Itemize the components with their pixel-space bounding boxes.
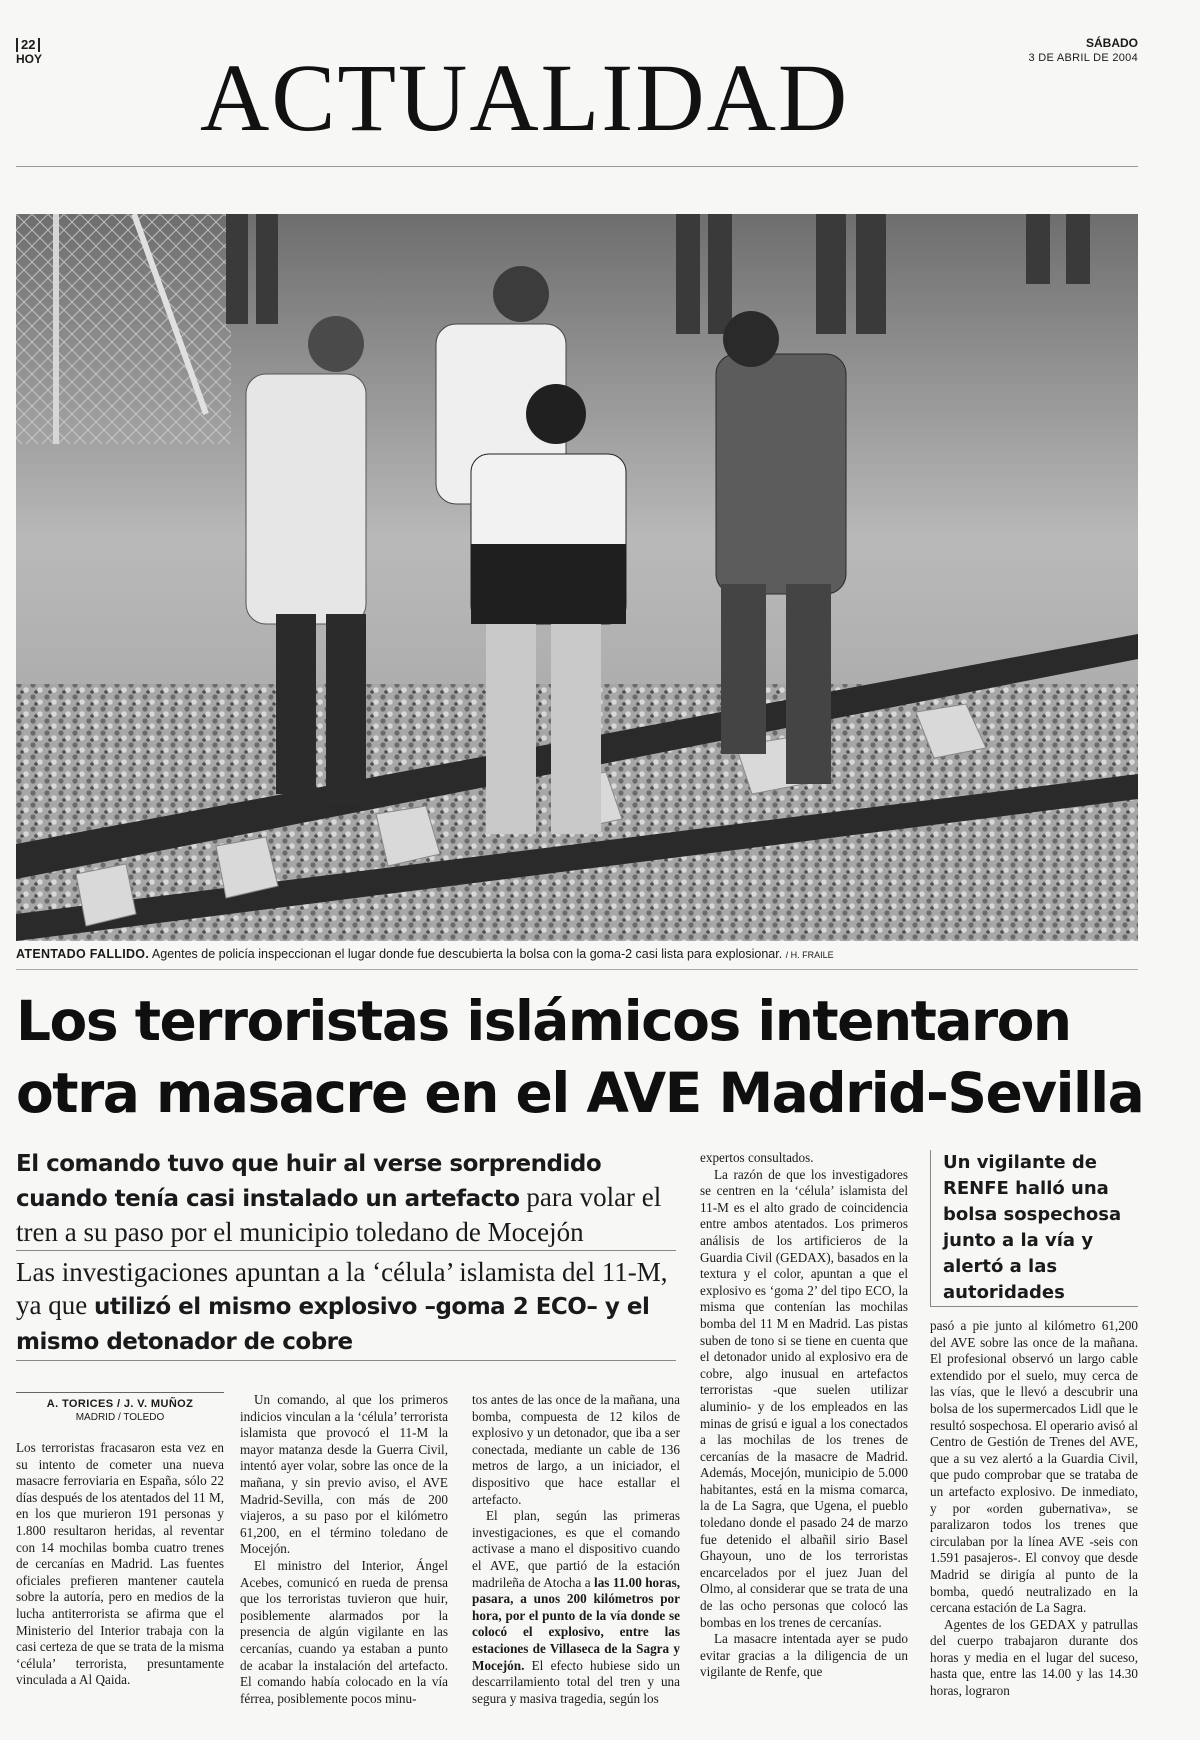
paragraph: La razón de que los investigadores se centren en la ‘célula’ islamista del 11-M es el alto grado de coincidencia entre ambos atentados. Los primeros análisis de los artificieros de la Guardia Civil (GEDAX), basados en la textura y el color, apuntan a que el explosivo es ‘goma 2’ del tipo ECO, la misma que contenían las mochilas bomba del 11 M en Madrid. Las pistas suben de tono si se tiene en cuenta que el detonador unido al explosivo era de cobre, algo inusual en artefactos terroristas -que suelen utilizar aluminio- y de los empleados en las minas de grisú e igual a los conectados a las mochilas de los trenes de cercanías de la masacre de Madrid. Además, Mocejón, municipio de 5.000 habitantes, está en la misma comarca, la de La Sagra, que Ugena, el pueblo toledano donde el pasado 24 de marzo fue detenido el albañil sirio Basel Ghayoun, uno de los terroristas encarcelados por el juez Juan del Olmo, al considerar que se trata de una de las ocho personas que colocó las bombas en los trenes de cercanías. <box>700 1166 908 1630</box>
issue-date: 3 DE ABRIL DE 2004 <box>1028 52 1138 64</box>
deck-2 <box>16 1256 676 1359</box>
header-rule <box>16 166 1138 167</box>
deck-1 <box>16 1146 676 1249</box>
deck-1-bold: El comando tuvo que huir al verse sorprendido cuando tenía casi instalado un artefacto <box>16 1151 602 1212</box>
page-number: 22 <box>16 38 40 52</box>
paragraph: El ministro del Interior, Ángel Acebes, comunicó en rueda de prensa que los terroristas tuvieron que huir, posiblemente alarmados por la presencia de algún vigilante en las cercanías, cuando ya estaban a punto de acabar la instalación del artefacto. El comando había colocado en la vía férrea, posiblemente pocos minu- <box>240 1557 448 1706</box>
page-number-block <box>16 38 42 66</box>
sidebar-rule <box>930 1306 1138 1307</box>
article-column-5 <box>930 1318 1138 1700</box>
paper-name: HOY <box>16 52 43 66</box>
photo-credit: / H. FRAILE <box>785 950 834 960</box>
paragraph: Un comando, al que los primeros indicios vinculan a la ‘célula’ terrorista islamista que provocó el 11-M la mayor matanza desde la Guerra Civil, intentó ayer volar, sobre las once de la mañana, y sin previo aviso, el AVE Madrid-Sevilla, con más de 200 viajeros, a su paso por el kilómetro 61,200, en el término toledano de Mocejón. <box>240 1392 448 1557</box>
paragraph: Los terroristas fracasaron esta vez en su intento de cometer una nueva masacre ferroviaria en España, sólo 22 días después de los atentados del 11 M, en los que murieron 191 personas y 1.800 resultaron heridas, al reventar con 14 mochilas bomba cuatro trenes de cercanías en Madrid. Las fuentes oficiales prefieren mantener cautela sobre la autoría, pero en medios de la lucha antiterrorista se afirma que el Ministerio del Interior trabaja con la casi certeza de que se trata de la misma ‘célula’ terrorista, presuntamente vinculada a Al Qaida. <box>16 1440 224 1688</box>
sidebar-highlight: Un vigilante de RENFE halló una bolsa sospechosa junto a la vía y alertó a las autoridades <box>930 1150 1153 1306</box>
photo-caption <box>16 947 1138 961</box>
deck-rule-top <box>16 1250 676 1251</box>
article-column-3 <box>472 1392 680 1707</box>
paragraph: expertos consultados. <box>700 1150 814 1165</box>
news-photo <box>16 214 1138 941</box>
caption-rule <box>16 969 1138 970</box>
article-column-2 <box>240 1392 448 1707</box>
headline-line-1: Los terroristas islámicos intentaron <box>16 989 1071 1053</box>
headline <box>16 985 1146 1129</box>
paragraph-bold-part: las 11.00 horas, pasara, a unos 200 kilómetros por hora, por el punto de la vía donde se colocó el explosivo, entre las estaciones de Villaseca de la Sagra y Mocejón. <box>472 1574 681 1673</box>
paragraph-part: El plan, según las primeras investigaciones, es que el comando activase a mano el dispositivo cuando el AVE, que partió de la estación madrileña de Atocha a <box>472 1508 680 1590</box>
weekday: SÁBADO <box>1085 36 1138 50</box>
deck-rule-bottom <box>16 1360 676 1361</box>
section-title: ACTUALIDAD <box>200 44 850 151</box>
paragraph: Agentes de los GEDAX y patrullas del cuerpo trabajaron durante dos horas y media en el lugar del suceso, hasta que, entre las 14.00 y las 14.30 horas, lograron <box>930 1616 1138 1699</box>
paragraph <box>472 1508 680 1707</box>
paragraph: tos antes de las once de la mañana, una bomba, compuesta de 12 kilos de explosivo y un detonador, que iba a ser conectada, mediante un cable de 136 metros de largo, a un iniciador, el dispositivo que hace estallar el artefacto. <box>472 1392 680 1507</box>
byline-authors: A. TORICES / J. V. MUÑOZ <box>46 1398 194 1410</box>
caption-lead: ATENTADO FALLIDO. <box>16 947 150 961</box>
deck-1-regular: para volar el tren a su paso por el municipio toledano de Mocejón <box>16 1182 662 1247</box>
paragraph-part: El efecto hubiese sido un descarrilamiento total del tren y una segura y masiva tragedia, según los <box>472 1657 680 1706</box>
byline <box>16 1392 224 1423</box>
byline-location: MADRID / TOLEDO <box>75 1412 165 1423</box>
article-column-4 <box>700 1150 908 1681</box>
headline-line-2: otra masacre en el AVE Madrid-Sevilla <box>16 1061 1144 1125</box>
deck-2-bold: utilizó el mismo explosivo –goma 2 ECO– y el mismo detonador de cobre <box>16 1294 650 1355</box>
date-block <box>1028 36 1138 66</box>
paragraph: La masacre intentada ayer se pudo evitar gracias a la diligencia de un vigilante de Renfe, que <box>700 1631 908 1680</box>
caption-text: Agentes de policía inspeccionan el lugar donde fue descubierta la bolsa con la goma-2 casi lista para explosionar. <box>151 947 783 961</box>
paragraph: pasó a pie junto al kilómetro 61,200 del AVE sobre las once de la mañana. El profesional observó un largo cable extendido por el suelo, muy cerca de las vías, que le llevó a descubrir una bolsa de los supermercados Lidl que le resultó sospechosa. El operario avisó al Centro de Gestión de Trenes del AVE, que a su vez alertó a la Guardia Civil, que pudo comprobar que se trataba de un artefacto explosivo. De inmediato, y por «orden gubernativa», se paralizaron todos los trenes que circulaban por la línea AVE -seis con 1.591 pasajeros-. El convoy que desde Madrid se dirigía al punto de la bomba, quedó neutralizado en la cercana estación de La Sagra. <box>930 1318 1139 1616</box>
article-column-1 <box>16 1440 224 1689</box>
deck-2-regular: Las investigaciones apuntan a la ‘célula’ islamista del 11-M, ya que <box>16 1257 668 1320</box>
